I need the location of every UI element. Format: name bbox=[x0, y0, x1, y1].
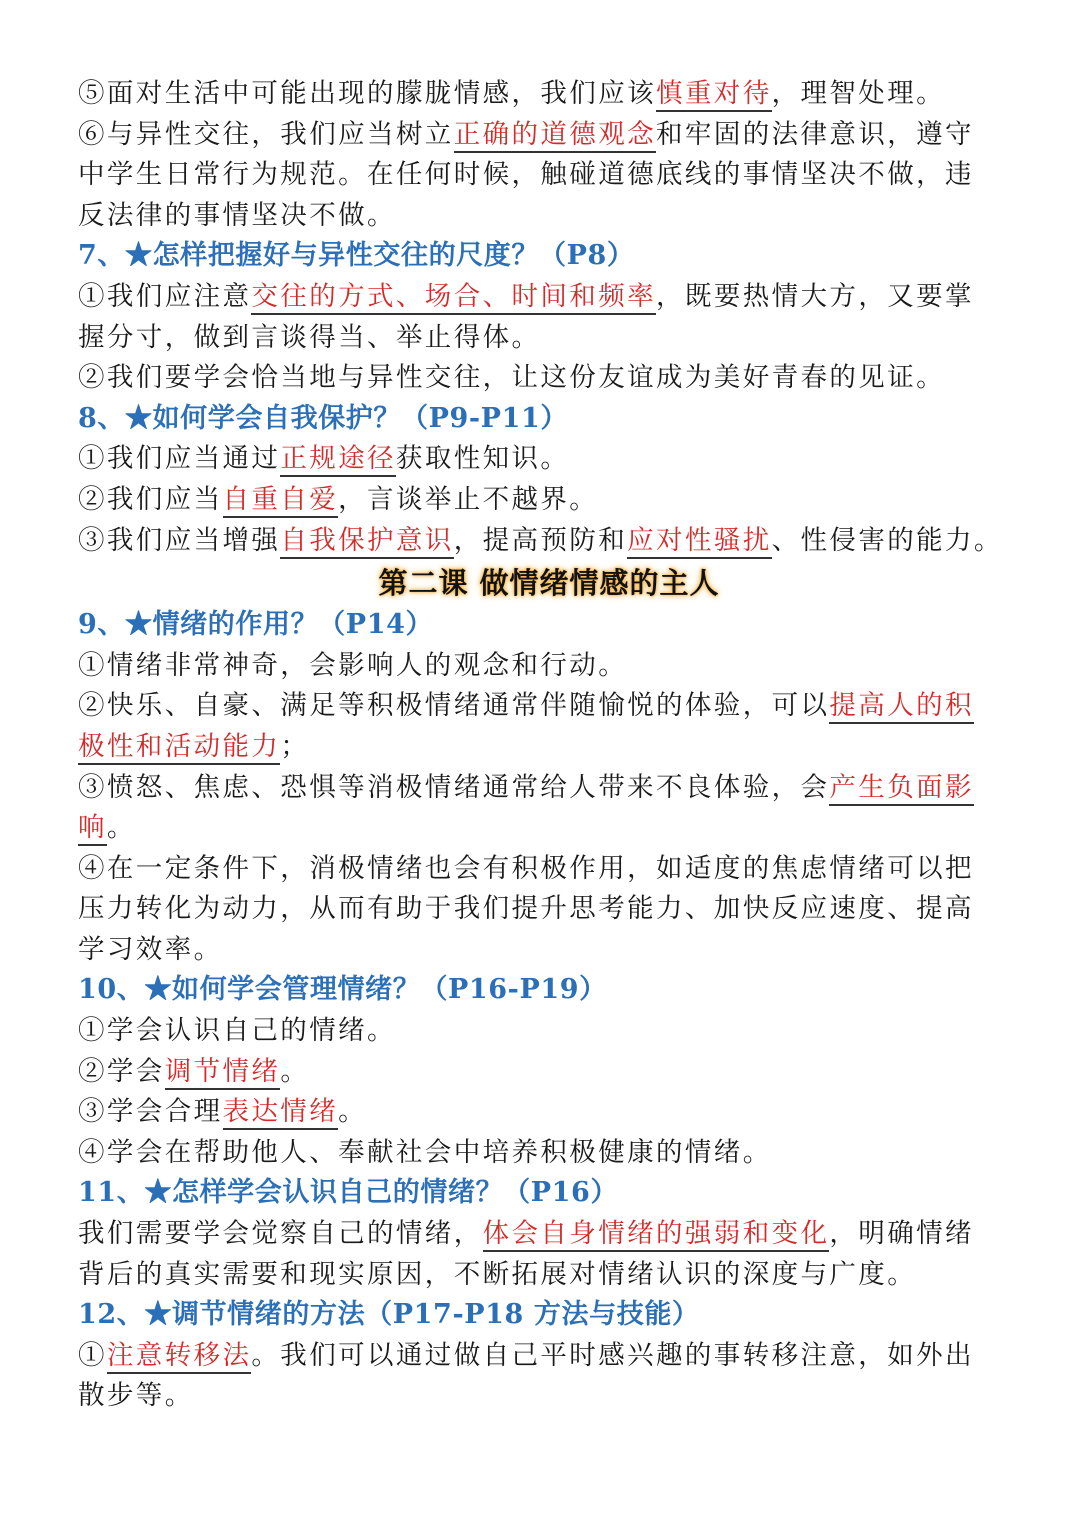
highlighted-key-phrase: 自我保护意识 bbox=[280, 525, 453, 559]
text-line bbox=[78, 1376, 1020, 1417]
text-segment: 12、★调节情绪的方法（P17-P18 方法与技能） bbox=[78, 1299, 700, 1331]
text-line bbox=[78, 74, 1020, 115]
text-segment: ②快乐、自豪、满足等积极情绪通常伴随愉悦的体验，可以 bbox=[78, 690, 830, 722]
text-segment: 和牢固的法律意识，遵守 bbox=[656, 118, 974, 150]
text-line bbox=[78, 849, 1020, 890]
highlighted-key-phrase: 正规途径 bbox=[280, 443, 396, 477]
text-segment: 学习效率。 bbox=[78, 933, 223, 965]
text-line bbox=[78, 1052, 1020, 1093]
highlighted-key-phrase: 正确的道德观念 bbox=[454, 119, 656, 153]
question-heading bbox=[78, 399, 1020, 440]
text-line bbox=[78, 1336, 1020, 1377]
question-heading bbox=[78, 236, 1020, 277]
text-line bbox=[78, 727, 1020, 768]
highlighted-key-phrase: 应对性骚扰 bbox=[627, 525, 772, 559]
highlighted-key-phrase: 注意转移法 bbox=[107, 1340, 252, 1374]
highlighted-key-phrase: 极性和活动能力 bbox=[78, 731, 280, 765]
text-line bbox=[78, 521, 1020, 562]
highlighted-key-phrase: 体会自身情绪的强弱和变化 bbox=[483, 1218, 830, 1252]
question-heading bbox=[78, 970, 1020, 1011]
text-segment: ，提高预防和 bbox=[453, 524, 628, 556]
text-line bbox=[78, 318, 1020, 359]
text-segment: 背后的真实需要和现实原因，不断拓展对情绪认识的深度与广度。 bbox=[78, 1258, 917, 1290]
text-line bbox=[78, 277, 1020, 318]
highlighted-key-phrase: 自重自爱 bbox=[223, 484, 339, 518]
text-line bbox=[78, 768, 1020, 809]
text-segment: 。我们可以通过做自己平时感兴趣的事转移注意，如外出 bbox=[251, 1339, 974, 1371]
highlighted-key-phrase: 慎重对待 bbox=[656, 78, 772, 112]
text-segment: 中学生日常行为规范。在任何时候，触碰道德底线的事情坚决不做，违 bbox=[78, 159, 974, 191]
text-segment: ④在一定条件下，消极情绪也会有积极作用，如适度的焦虑情绪可以把 bbox=[78, 852, 974, 884]
text-segment: ，理智处理。 bbox=[771, 78, 946, 109]
highlighted-key-phrase: 提高人的积 bbox=[829, 690, 974, 724]
highlighted-key-phrase: 产生负面影 bbox=[829, 772, 974, 806]
text-segment: ②学会 bbox=[78, 1055, 165, 1087]
text-segment: ，言谈举止不越界。 bbox=[338, 483, 599, 515]
text-segment: ②我们应当 bbox=[78, 483, 223, 515]
text-segment: 我们需要学会觉察自己的情绪， bbox=[78, 1218, 483, 1250]
text-segment: ③我们应当增强 bbox=[78, 524, 281, 556]
highlighted-key-phrase: 表达情绪 bbox=[223, 1096, 339, 1130]
text-line bbox=[78, 808, 1020, 849]
text-segment: ②我们要学会恰当地与异性交往，让这份友谊成为美好青春的见证。 bbox=[78, 362, 945, 394]
text-line bbox=[78, 1011, 1020, 1052]
text-line bbox=[78, 1133, 1020, 1174]
text-segment: ④学会在帮助他人、奉献社会中培养积极健康的情绪。 bbox=[78, 1136, 772, 1168]
text-segment: 散步等。 bbox=[78, 1380, 194, 1412]
text-line bbox=[78, 646, 1020, 687]
text-segment: 握分寸，做到言谈得当、举止得体。 bbox=[78, 321, 541, 353]
text-segment: ①学会认识自己的情绪。 bbox=[78, 1015, 396, 1047]
text-segment: ①我们应注意 bbox=[78, 280, 252, 312]
text-segment: ，既要热情大方，又要掌 bbox=[656, 280, 974, 312]
text-segment: ①我们应当通过 bbox=[78, 443, 281, 475]
text-segment: ，明确情绪 bbox=[829, 1218, 974, 1250]
text-segment: 、性侵害的能力。 bbox=[771, 524, 1003, 556]
question-heading bbox=[78, 1173, 1020, 1214]
question-heading bbox=[78, 1295, 1020, 1336]
text-segment: 反法律的事情坚决不做。 bbox=[78, 199, 396, 231]
text-segment: 压力转化为动力，从而有助于我们提升思考能力、加快反应速度、提高 bbox=[78, 893, 974, 925]
text-segment: ⑤面对生活中可能出现的朦胧情感，我们应该 bbox=[78, 78, 656, 109]
text-segment: ； bbox=[280, 730, 310, 762]
text-line bbox=[78, 196, 1020, 237]
text-segment: 11、★怎样学会认识自己的情绪？（P16） bbox=[78, 1177, 619, 1209]
text-segment: 10、★如何学会管理情绪？（P16-P19） bbox=[78, 974, 607, 1006]
text-line bbox=[78, 686, 1020, 727]
text-segment: 。 bbox=[280, 1055, 310, 1087]
lesson-title bbox=[78, 561, 1020, 605]
highlighted-key-phrase: 交往的方式、场合、时间和频率 bbox=[251, 281, 656, 315]
text-segment: 9、★情绪的作用？（P14） bbox=[78, 609, 434, 641]
text-segment: ③学会合理 bbox=[78, 1096, 223, 1128]
highlighted-key-phrase: 调节情绪 bbox=[165, 1056, 281, 1090]
text-line bbox=[78, 115, 1020, 156]
text-line bbox=[78, 1092, 1020, 1133]
text-segment: ① bbox=[78, 1339, 107, 1371]
text-line bbox=[78, 155, 1020, 196]
text-segment: 。 bbox=[106, 812, 136, 844]
text-segment: 获取性知识。 bbox=[395, 443, 570, 475]
text-segment: 。 bbox=[338, 1096, 368, 1128]
text-line bbox=[78, 1214, 1020, 1255]
text-segment: ③愤怒、焦虑、恐惧等消极情绪通常给人带来不良体验，会 bbox=[78, 771, 830, 803]
text-segment: 7、★怎样把握好与异性交往的尺度？（P8） bbox=[78, 240, 635, 272]
text-segment: 8、★如何学会自我保护？（P9-P11） bbox=[78, 402, 568, 434]
text-segment: ①情绪非常神奇，会影响人的观念和行动。 bbox=[78, 649, 628, 681]
text-segment: 第二课 做情绪情感的主人 bbox=[378, 566, 720, 601]
text-line bbox=[78, 480, 1020, 521]
text-line bbox=[78, 439, 1020, 480]
text-line bbox=[78, 1255, 1020, 1296]
text-line bbox=[78, 358, 1020, 399]
text-segment: ⑥与异性交往，我们应当树立 bbox=[78, 118, 454, 150]
highlighted-key-phrase: 响 bbox=[78, 812, 107, 846]
question-heading bbox=[78, 605, 1020, 646]
text-line bbox=[78, 930, 1020, 971]
text-line bbox=[78, 889, 1020, 930]
